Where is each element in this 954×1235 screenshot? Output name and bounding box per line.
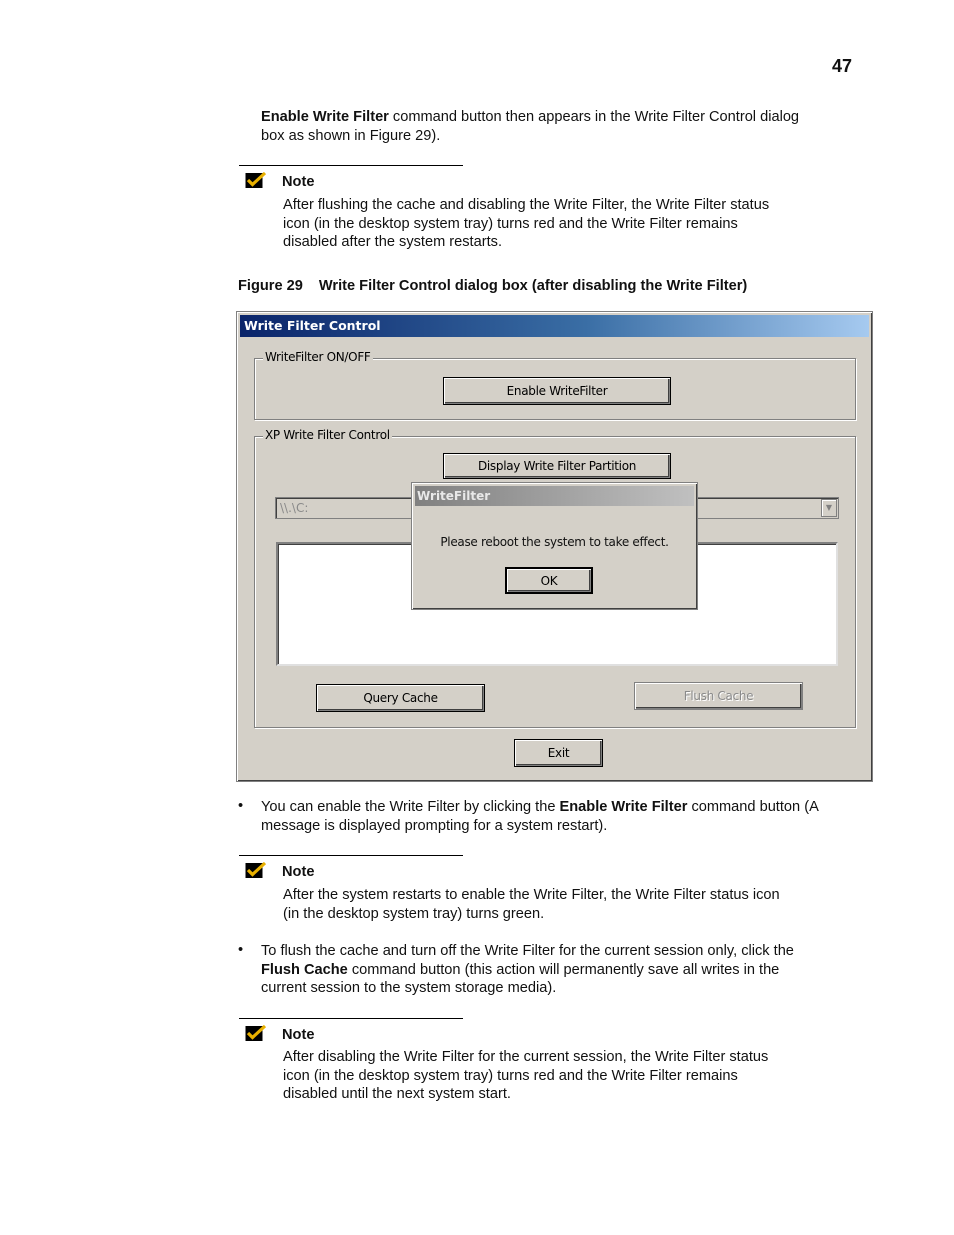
bullet-bold-text: Enable Write Filter: [559, 799, 688, 815]
note-divider: [239, 165, 463, 166]
bullet-line: [261, 961, 794, 980]
note-line: icon (in the desktop system tray) turns red and the Write Filter remains: [283, 215, 738, 232]
intro-bold: Enable Write Filter: [261, 109, 389, 125]
intro-paragraph: [261, 108, 799, 145]
note-body: [283, 1048, 823, 1104]
bullet-text: You can enable the Write Filter by clicking the: [261, 799, 560, 815]
note-line: disabled after the system restarts.: [283, 234, 502, 251]
figure-caption: [238, 278, 747, 294]
note-check-icon: [245, 861, 267, 879]
note-check-icon: [245, 171, 267, 189]
bullet-paragraph: [261, 798, 819, 835]
bullet-paragraph: [261, 942, 794, 998]
note-title: Note: [282, 174, 315, 190]
note-line: After the system restarts to enable the Write Filter, the Write Filter status icon: [283, 887, 780, 903]
enable-writefilter-button[interactable]: Enable WriteFilter: [443, 377, 671, 405]
note-body: [283, 886, 823, 923]
message-box-title-bar: WriteFilter: [415, 486, 694, 506]
reboot-message-box: [411, 482, 698, 610]
figure-caption-text: Write Filter Control dialog box (after disabling the Write Filter): [318, 278, 748, 294]
bullet-line: message is displayed prompting for a system restart).: [261, 817, 608, 834]
group-label: XP Write Filter Control: [265, 428, 390, 442]
note-line: (in the desktop system tray) turns green.: [283, 905, 545, 922]
note-title: Note: [282, 864, 315, 880]
display-partition-info-button[interactable]: Display Write Filter Partition: [443, 453, 671, 479]
note-line: disabled until the next system start.: [283, 1086, 511, 1103]
chevron-down-icon[interactable]: ▼: [821, 499, 837, 517]
intro-line-1-rest: command button then appears in the Write Filter Control dialog: [388, 109, 800, 125]
bullet-marker: •: [238, 942, 244, 958]
dialog-title-bar: Write Filter Control: [240, 315, 869, 337]
note-body: [283, 196, 823, 252]
ok-button[interactable]: OK: [505, 567, 593, 594]
group-label: WriteFilter ON/OFF: [265, 350, 371, 364]
query-cache-button[interactable]: Query Cache: [316, 684, 485, 712]
figure-number: Figure 29: [238, 278, 303, 294]
note-title: Note: [282, 1027, 315, 1043]
flush-cache-button[interactable]: Flush Cache: [634, 682, 803, 710]
note-line: icon (in the desktop system tray) turns red and the Write Filter remains: [283, 1067, 738, 1084]
bullet-line: current session to the system storage media).: [261, 980, 557, 997]
bullet-bold-text: Flush Cache: [261, 961, 348, 978]
note-check-icon: [245, 1024, 267, 1042]
page-number: 47: [832, 56, 853, 76]
bullet-text: command button (this action will permanently save all writes in the: [347, 961, 780, 978]
intro-line-1: [261, 108, 799, 127]
exit-button[interactable]: Exit: [514, 739, 603, 767]
note-line: After flushing the cache and disabling the Write Filter, the Write Filter status: [283, 197, 770, 213]
bullet-marker: •: [238, 798, 244, 814]
intro-line-2: box as shown in Figure 29).: [261, 127, 441, 144]
drive-select-value: \\.\C:: [280, 501, 309, 515]
bullet-text: command button (A: [687, 799, 819, 815]
note-divider: [239, 1018, 463, 1019]
bullet-line: [261, 798, 819, 817]
note-line: After disabling the Write Filter for the current session, the Write Filter status: [283, 1049, 769, 1065]
bullet-line: To flush the cache and turn off the Write Filter for the current session only, click the: [261, 943, 794, 959]
note-divider: [239, 855, 463, 856]
message-text: Please reboot the system to take effect.: [440, 535, 669, 549]
